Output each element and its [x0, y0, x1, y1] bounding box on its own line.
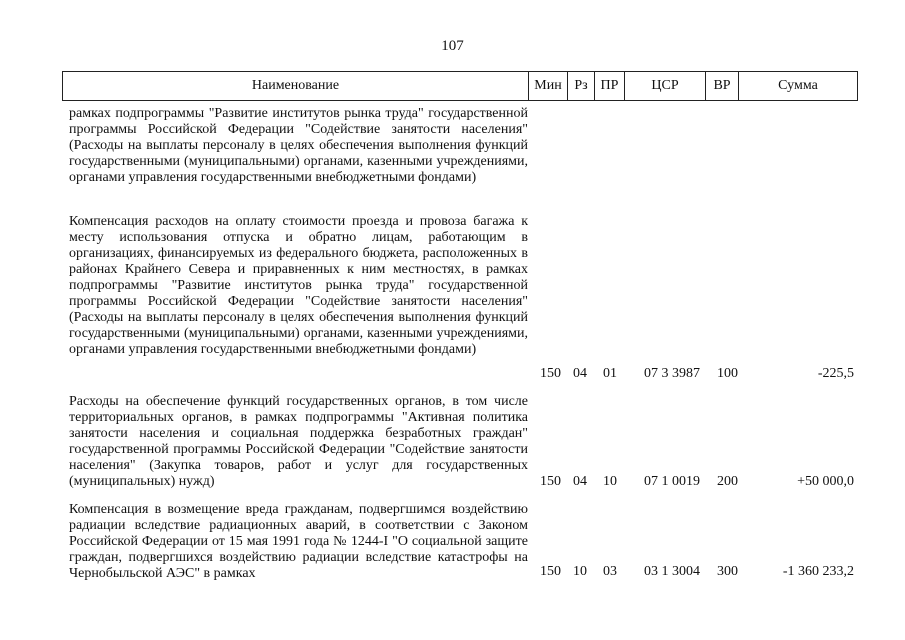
- row-pr: 01: [603, 366, 617, 381]
- row-sum: +50 000,0: [797, 474, 854, 489]
- page-number: 107: [441, 38, 464, 54]
- row-min: 150: [540, 564, 561, 579]
- table-row: [62, 394, 858, 490]
- table-row: [62, 502, 858, 598]
- row-name: рамках подпрограммы "Развитие институтов рынка труда" государственной программы Российской Федерации "Содействие занятости населения" (Расходы на выплаты персоналу в целях обеспечения выполнения функций государственными (муниципальными) органами, казенными учреждениями, органами управления государственными внебюджетными фондами): [69, 106, 528, 185]
- table-header: [62, 71, 858, 101]
- row-vr: 300: [717, 564, 738, 579]
- row-sum: -225,5: [817, 366, 854, 381]
- header-vr: ВР: [706, 72, 739, 100]
- header-rz: Рз: [568, 72, 595, 100]
- row-min: 150: [540, 366, 561, 381]
- header-min: Мин: [529, 72, 568, 100]
- row-min: 150: [540, 474, 561, 489]
- row-csr: 07 1 0019: [644, 474, 700, 489]
- row-name: Расходы на обеспечение функций государственных органов, в том числе территориальных органов, в рамках подпрограммы "Активная политика занятости населения и социальная поддержка безработных граждан" государственной программы Российской Федерации "Содействие занятости населения" (Закупка товаров, работ и услуг для государственных (муниципальных) нужд): [69, 394, 528, 489]
- row-pr: 10: [603, 474, 617, 489]
- row-sum: -1 360 233,2: [782, 564, 854, 579]
- row-rz: 10: [573, 564, 587, 579]
- row-pr: 03: [603, 564, 617, 579]
- row-name: Компенсация в возмещение вреда гражданам, подвергшимся воздействию радиации вследствие радиационных аварий, в соответствии с Законом Российской Федерации от 15 мая 1991 года № 1244-I "О социальной защите граждан, подвергшихся воздействию радиации вследствие катастрофы на Чернобыльской АЭС" в рамках: [69, 502, 528, 581]
- header-csr: ЦСР: [625, 72, 706, 100]
- row-vr: 100: [717, 366, 738, 381]
- row-rz: 04: [573, 366, 587, 381]
- header-sum: Сумма: [778, 78, 818, 93]
- table-row: [62, 214, 858, 382]
- row-name: Компенсация расходов на оплату стоимости проезда и провоза багажа к месту использования отпуска и обратно лицам, работающим в организациях, финансируемых из федерального бюджета, расположенных в районах Крайнего Севера и приравненных к ним местностях, в рамках подпрограммы "Развитие институтов рынка труда" государственной программы Российской Федерации "Содействие занятости населения" (Расходы на выплаты персоналу в целях обеспечения выполнения функций государственными (муниципальными) органами, казенными учреждениями, органами управления государственными внебюджетными фондами): [69, 214, 528, 357]
- table-row: [62, 106, 858, 202]
- header-name: Наименование: [63, 72, 529, 100]
- row-csr: 03 1 3004: [644, 564, 700, 579]
- row-csr: 07 3 3987: [644, 366, 700, 381]
- row-rz: 04: [573, 474, 587, 489]
- header-pr: ПР: [595, 72, 625, 100]
- row-vr: 200: [717, 474, 738, 489]
